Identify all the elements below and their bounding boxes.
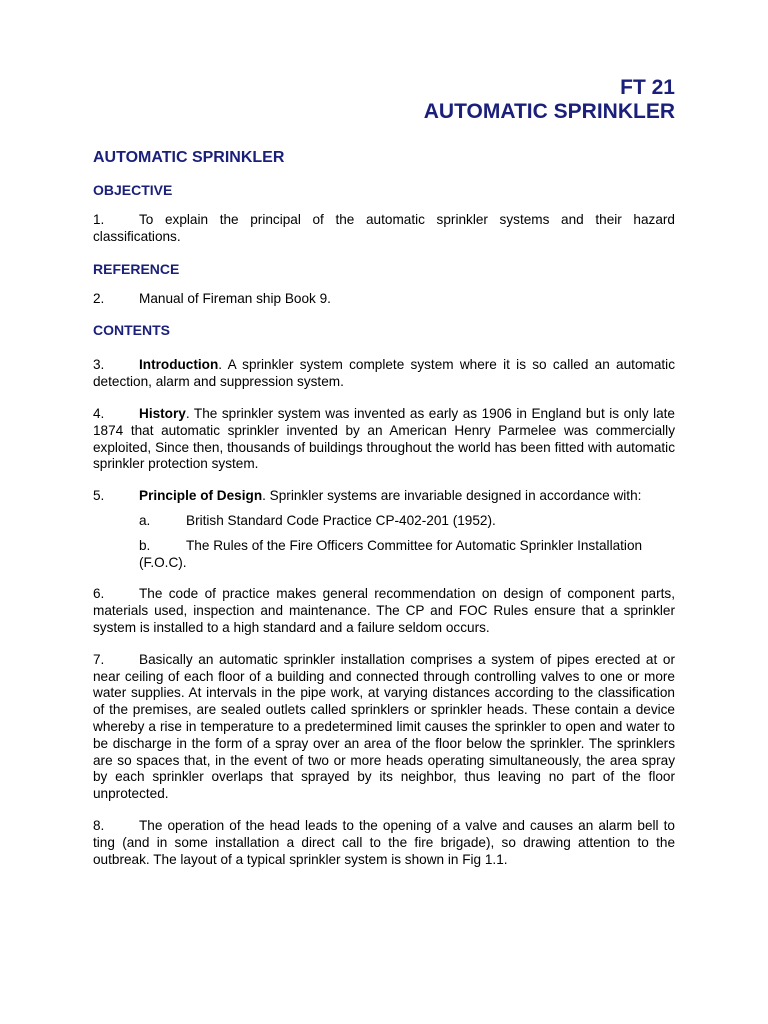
paragraph-number: 3. — [93, 357, 105, 373]
list-item-letter: a. — [139, 512, 151, 528]
paragraph-2 — [93, 291, 675, 308]
paragraph-number: 7. — [93, 651, 105, 667]
paragraph-text: . Sprinkler systems are invariable designed in accordance with: — [262, 488, 642, 504]
list-item-text: The Rules of the Fire Officers Committee for Automatic Sprinkler Installation (F.O.C). — [139, 537, 643, 570]
paragraph-number: 6. — [93, 586, 105, 602]
paragraph-lead: Principle of Design — [139, 488, 263, 504]
paragraph-text: Manual of Fireman ship Book 9. — [139, 290, 331, 306]
paragraph-number: 5. — [93, 488, 105, 504]
list-item-letter: b. — [139, 537, 151, 553]
list-item — [139, 513, 675, 530]
document-title: AUTOMATIC SPRINKLER — [423, 100, 675, 123]
paragraph-8 — [93, 818, 675, 868]
paragraph-number: 2. — [93, 290, 105, 306]
paragraph-number: 8. — [93, 817, 105, 833]
contents-heading: CONTENTS — [93, 322, 170, 339]
objective-heading: OBJECTIVE — [93, 182, 173, 198]
paragraph-text: To explain the principal of the automatic sprinkler systems and their hazard classifications. — [93, 212, 675, 244]
paragraph-text: Basically an automatic sprinkler installation comprises a system of pipes erected at or near ceiling of each floor of a building and connected through controlling valves to one or more water supplies. At intervals in the pipe work, at varying distances according to the classification of the premises, are sealed outlets called sprinklers or sprinkler heads. These contain a device whereby a rise in temperature to a predetermined limit causes the sprinkler to open and water to be discharge in the form of a spray over an area of the floor below the sprinkler. The sprinklers are so spaces that, in the event of two or more heads operating simultaneously, the area spray by each sprinkler overlaps that sprayed by its neighbor, thus leaving no part of the floor unprotected. — [93, 651, 675, 802]
page-heading: AUTOMATIC SPRINKLER — [93, 149, 285, 166]
paragraph-text: . A sprinkler system complete system where it is so called an automatic detection, alarm and suppression system. — [93, 357, 675, 390]
list-item-text: British Standard Code Practice CP-402-201 (1952). — [186, 512, 496, 528]
paragraph-1 — [93, 212, 675, 246]
paragraph-text: The operation of the head leads to the opening of a valve and causes an alarm bell to ting (and in some installation a direct call to the fire brigade), so drawing attention to the outbreak. The layout of a typical sprinkler system is shown in Fig 1.1. — [93, 817, 675, 867]
paragraph-7 — [93, 652, 675, 803]
paragraph-5 — [93, 488, 675, 505]
paragraph-text: . The sprinkler system was invented as early as 1906 in England but is only late 1874 that automatic sprinkler invented by an American Henry Parmelee was commercially exploited, Since then, thousands of buildings throughout the world has been fitted with automatic sprinkler protection system. — [93, 405, 675, 472]
paragraph-lead: History — [139, 405, 186, 421]
paragraph-number: 4. — [93, 405, 105, 421]
paragraph-4 — [93, 406, 675, 473]
document-page — [93, 76, 675, 868]
document-code: FT 21 — [620, 76, 675, 99]
paragraph-number: 1. — [93, 212, 105, 227]
document-title-block — [93, 76, 675, 124]
paragraph-text: The code of practice makes general recommendation on design of component parts, materials used, inspection and maintenance. The CP and FOC Rules ensure that a sprinkler system is installed to a high standard and a failure seldom occurs. — [93, 586, 675, 635]
reference-heading: REFERENCE — [93, 260, 180, 277]
list-item — [139, 538, 675, 572]
paragraph-3 — [93, 357, 675, 391]
paragraph-lead: Introduction — [139, 357, 219, 373]
paragraph-6 — [93, 586, 675, 636]
